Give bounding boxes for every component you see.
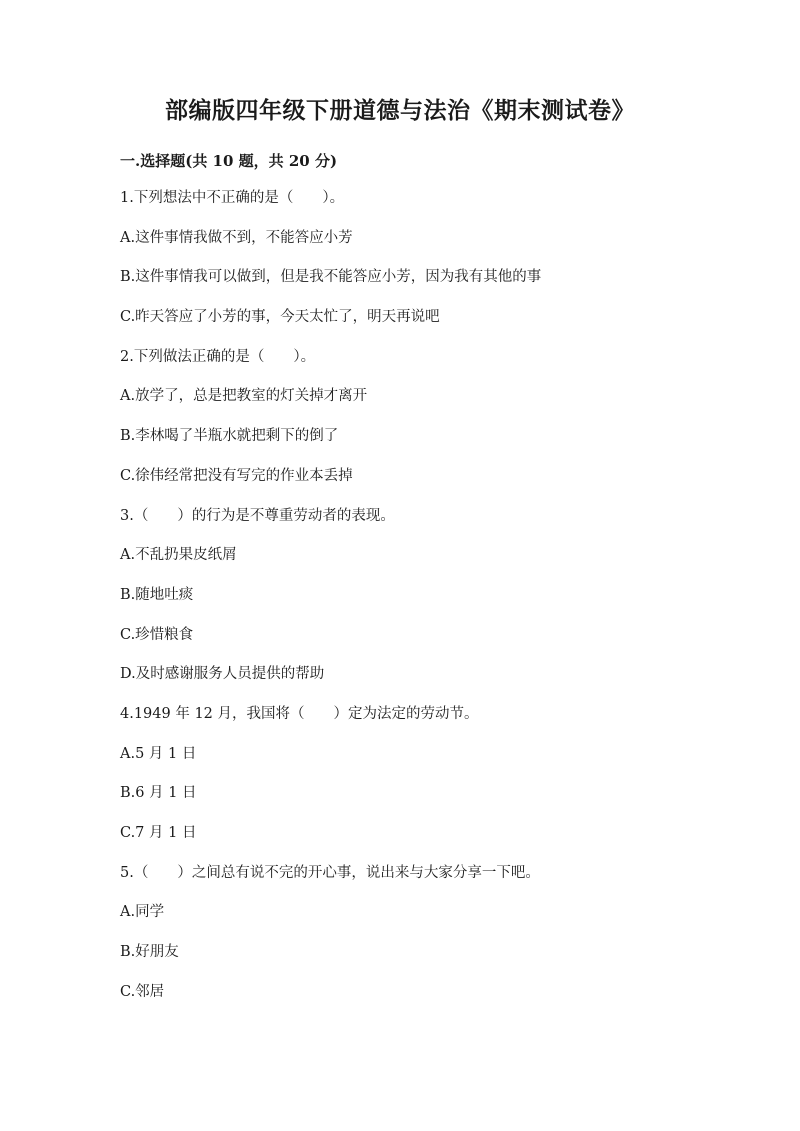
option-a: A.不乱扔果皮纸屑 — [120, 547, 237, 564]
question-3 — [120, 506, 720, 704]
option-c: C.邻居 — [120, 983, 165, 1000]
question-stem: 2.下列做法正确的是（ ）。 — [120, 348, 316, 365]
question-2 — [120, 347, 720, 506]
question-1 — [120, 188, 720, 347]
option-a: A.放学了，总是把教室的灯关掉才离开 — [120, 388, 368, 405]
option-a: A.这件事情我做不到，不能答应小芳 — [120, 229, 353, 246]
option-c: C.7 月 1 日 — [120, 825, 197, 841]
option-b: B.好朋友 — [120, 944, 179, 961]
option-c: C.徐伟经常把没有写完的作业本丢掉 — [120, 467, 353, 484]
option-c: C.昨天答应了小芳的事，今天太忙了，明天再说吧 — [120, 309, 440, 326]
option-a: A.同学 — [120, 904, 165, 921]
page-title: 部编版四年级下册道德与法治《期末测试卷》 — [165, 97, 635, 124]
question-stem: 3.（ ）的行为是不尊重劳动者的表现。 — [120, 507, 395, 524]
question-5 — [120, 863, 720, 1022]
question-4 — [120, 704, 720, 863]
option-b: B.这件事情我可以做到，但是我不能答应小芳，因为我有其他的事 — [120, 269, 542, 286]
option-b: B.随地吐痰 — [120, 586, 194, 603]
question-stem: 5.（ ）之间总有说不完的开心事，说出来与大家分享一下吧。 — [120, 864, 540, 881]
option-b: B.6 月 1 日 — [120, 785, 197, 802]
question-stem: 1.下列想法中不正确的是（ ）。 — [120, 190, 345, 206]
question-list — [120, 188, 720, 1021]
section-heading: 一.选择题(共 10 题，共 20 分) — [120, 152, 338, 170]
option-a: A.5 月 1 日 — [120, 745, 197, 762]
option-d: D.及时感谢服务人员提供的帮助 — [120, 666, 325, 683]
option-c: C.珍惜粮食 — [120, 626, 194, 643]
question-stem: 4.1949 年 12 月，我国将（ ）定为法定的劳动节。 — [120, 705, 479, 722]
option-b: B.李林喝了半瓶水就把剩下的倒了 — [120, 428, 339, 445]
